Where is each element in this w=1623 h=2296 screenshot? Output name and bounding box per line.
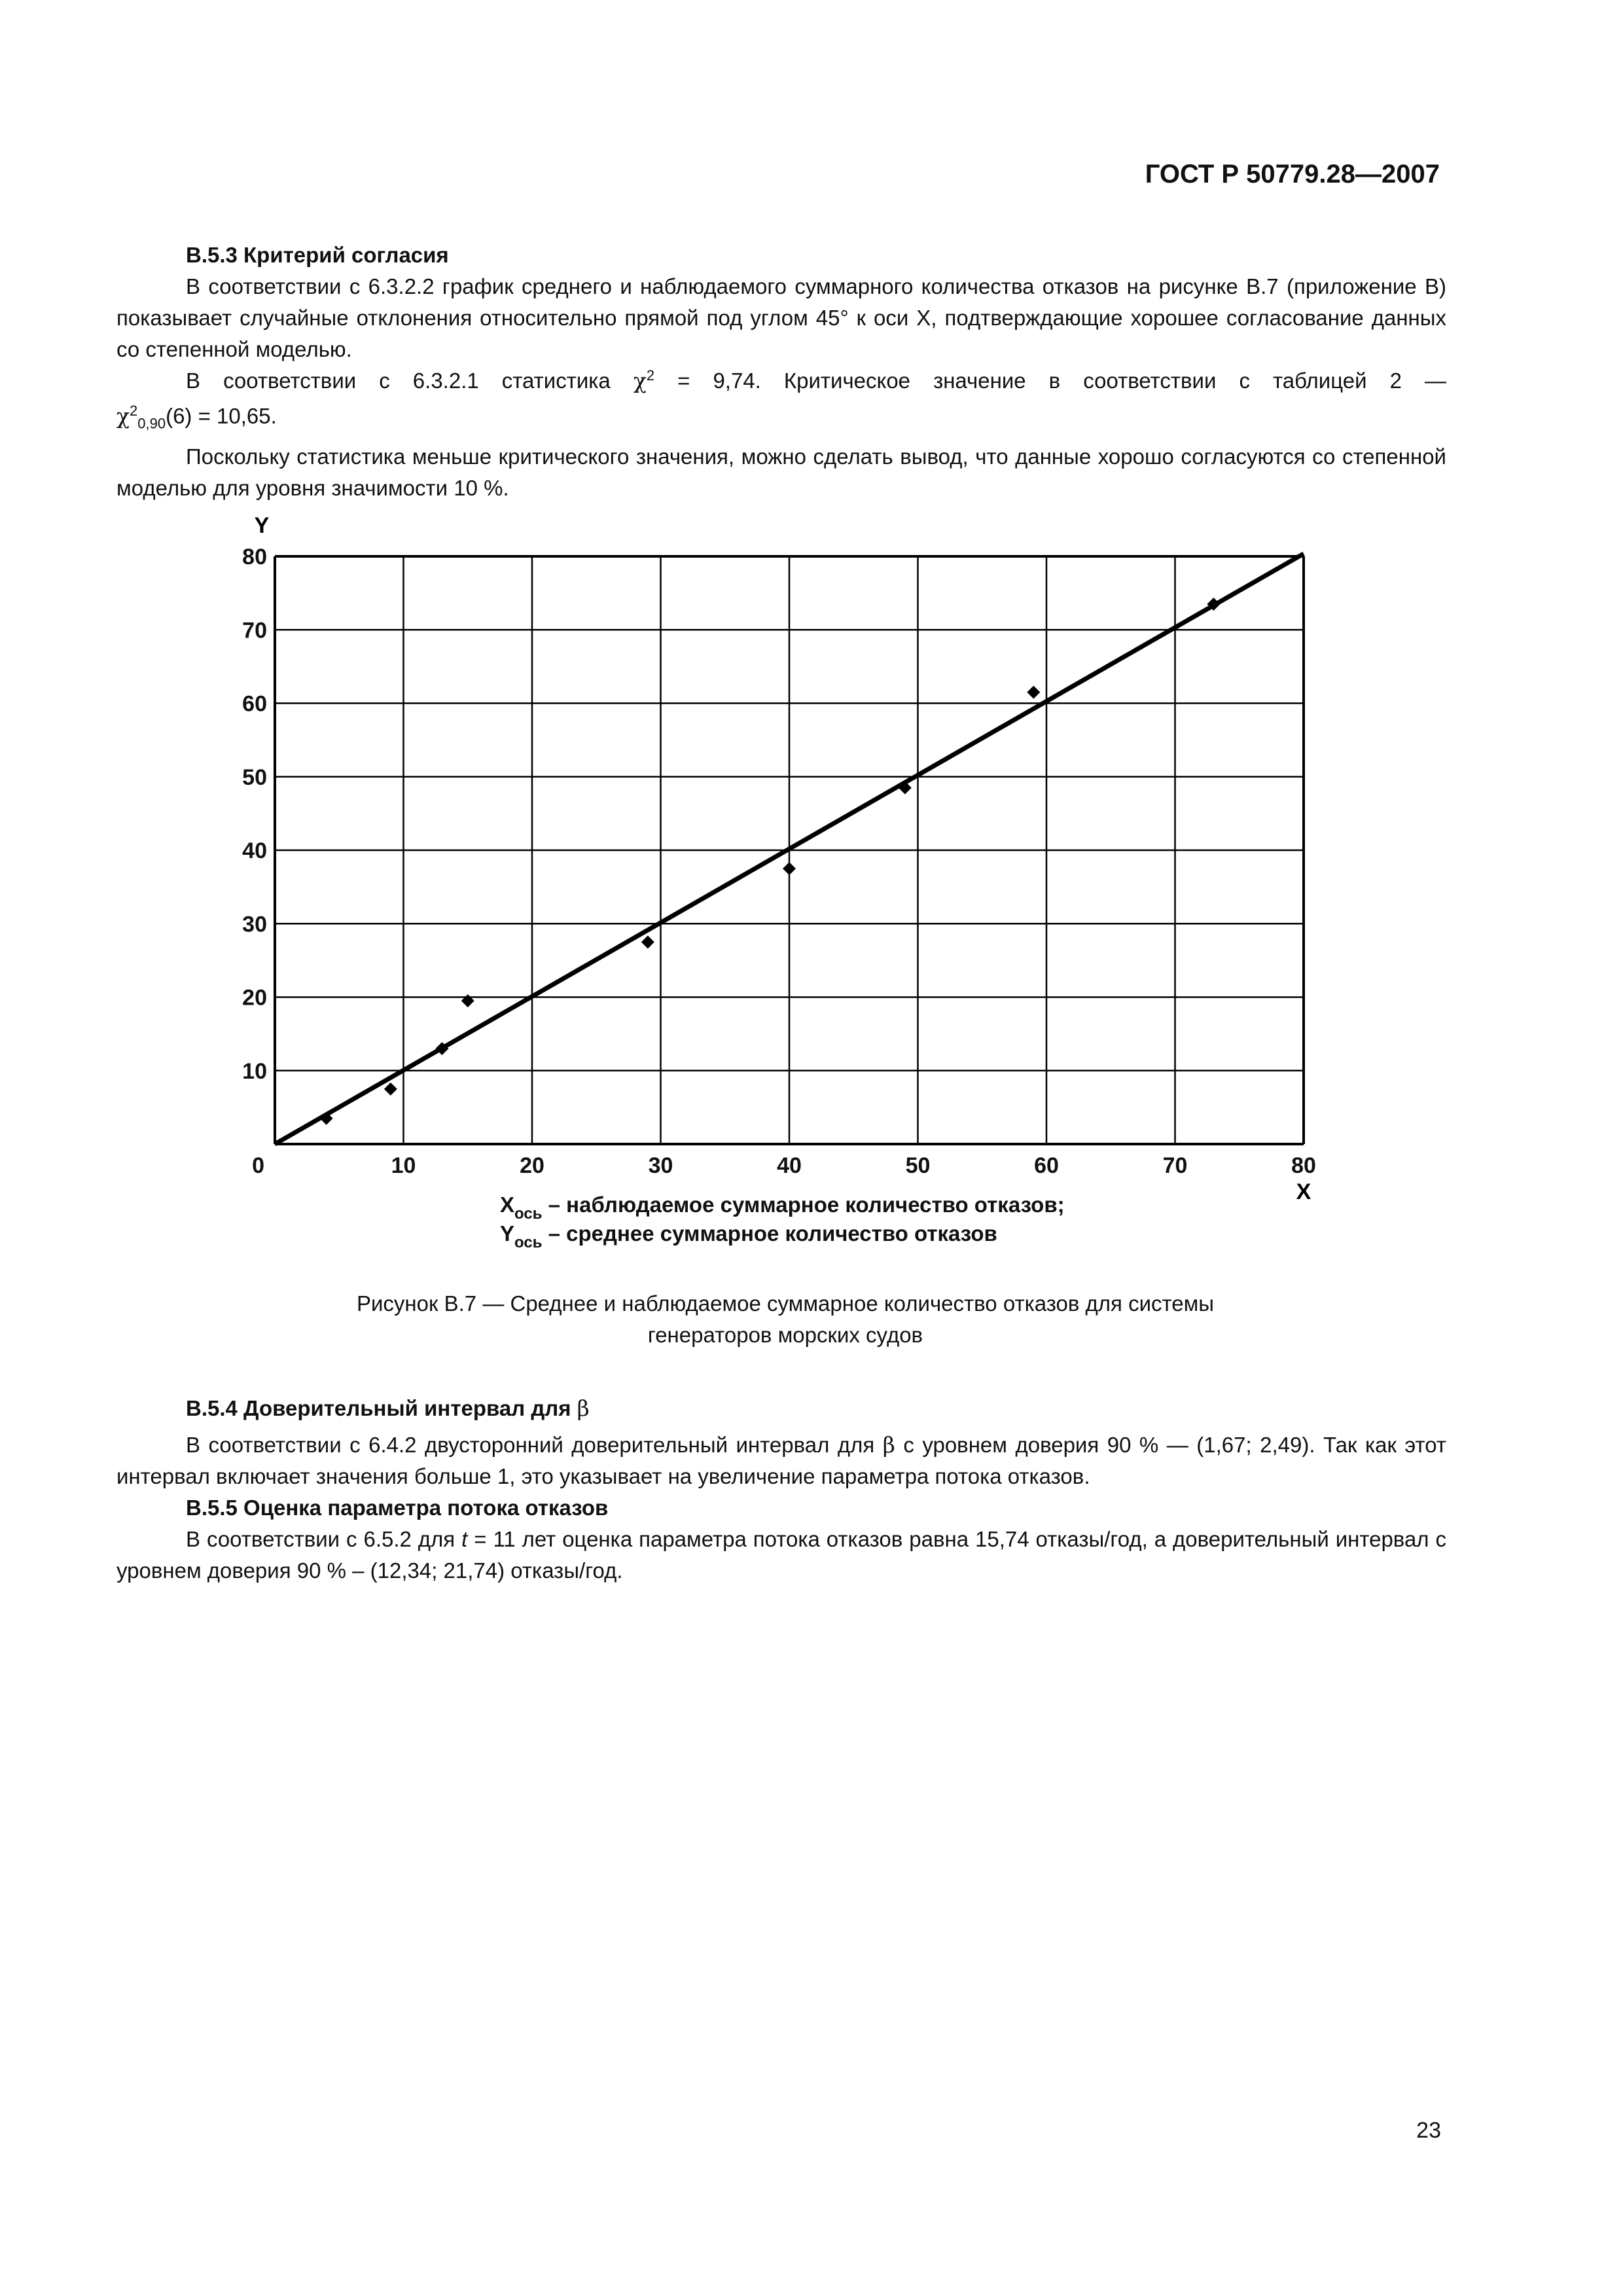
text-span: В соответствии с 6.5.2 для [186, 1527, 462, 1551]
x-tick-label: 30 [648, 1153, 673, 1178]
y-tick-label: 50 [242, 764, 267, 790]
y-tick-label: 30 [242, 912, 267, 937]
y-tick-label: 10 [242, 1058, 267, 1084]
y-tick-label: 60 [242, 691, 267, 717]
y-axis-label: Y [254, 513, 270, 538]
page-number: 23 [1416, 2118, 1441, 2143]
section-b53-paragraph-3: Поскольку статистика меньше критического значения, можно сделать вывод, что данные хорошо согласуются со степенной моделью для уровня значимости 10 %. [116, 444, 1446, 500]
x-tick-label: 70 [1162, 1153, 1188, 1178]
figure-caption [216, 1288, 1355, 1351]
x-axis-label: X [1296, 1179, 1311, 1204]
x-tick-label: 10 [391, 1153, 416, 1178]
text-span: = 11 лет оценка параметра потока отказов равна 15,74 отказы/год, а доверительный интервал с уровнем доверия 90 % – (12,34; 21,74) отказы/год. [116, 1527, 1447, 1583]
legend-entry: $Y_{ось}$ – среднее суммарное количество отказов [500, 1221, 997, 1251]
chi-symbol: χ [633, 368, 647, 393]
y-tick-label: 70 [242, 618, 267, 643]
data-point [461, 994, 474, 1007]
section-b55-heading: В.5.5 Оценка параметра потока отказов [186, 1496, 609, 1520]
document-id: ГОСТ Р 50779.28—2007 [1145, 160, 1440, 188]
superscript: 2 [130, 403, 138, 419]
figure-caption-line-2: генераторов морских судов [647, 1323, 923, 1347]
data-point [1027, 686, 1040, 699]
section-b55-paragraph-1 [116, 1524, 1446, 1587]
chart-legend [500, 1193, 1065, 1251]
section-b54 [116, 1393, 1446, 1587]
text-span: (6) = 10,65. [166, 404, 277, 428]
text-span: В соответствии с 6.3.2.1 статистика [186, 368, 633, 393]
beta-symbol: β [882, 1432, 895, 1458]
data-point [783, 862, 796, 875]
y-tick-label: 20 [242, 985, 267, 1011]
data-point [641, 935, 654, 948]
x-tick-label: 50 [905, 1153, 931, 1178]
text-span: В соответствии с 6.4.2 двусторонний доверительный интервал для [186, 1433, 883, 1457]
section-b53-heading: В.5.3 Критерий согласия [186, 243, 449, 267]
superscript: 2 [646, 367, 655, 384]
subscript: 0,90 [137, 415, 166, 432]
text-span: В.5.4 Доверительный интервал для [186, 1396, 577, 1420]
x-tick-label: 40 [777, 1153, 802, 1178]
variable-t: t [461, 1527, 468, 1551]
section-b54-heading [116, 1393, 1446, 1424]
y-tick-label: 40 [242, 838, 267, 863]
x-tick-label: 20 [520, 1153, 544, 1178]
beta-symbol: β [577, 1395, 590, 1421]
x-tick-label: 0 [252, 1153, 264, 1178]
figure-caption-line-1: Рисунок В.7 — Среднее и наблюдаемое суммарное количество отказов для системы [356, 1291, 1215, 1316]
section-b53-paragraph-1: В соответствии с 6.3.2.2 график среднего и наблюдаемого суммарного количества отказов на рисунке В.7 (приложение В) показывает случайные отклонения относительно прямой под углом 45° к оси X, подтверждающие хорошее согласование данных со степенной моделью. [116, 274, 1446, 361]
text-span: = 9,74. Критическое значение в соответствии с таблицей 2 — [654, 368, 1446, 393]
x-tick-label: 80 [1291, 1153, 1316, 1178]
chi-symbol: χ [116, 403, 130, 429]
legend-entry: $X_{ось}$ – наблюдаемое суммарное количество отказов; [500, 1193, 1065, 1223]
section-b54-paragraph-1 [116, 1429, 1446, 1492]
y-tick-label: 80 [242, 545, 267, 569]
text-span: с уровнем доверия 90 % — (1,67; 2,49). Так как этот интервал включает значения больше 1, это указывает на увеличение параметра потока отказов. [116, 1433, 1446, 1488]
data-point [384, 1083, 397, 1096]
x-tick-label: 60 [1034, 1153, 1059, 1178]
